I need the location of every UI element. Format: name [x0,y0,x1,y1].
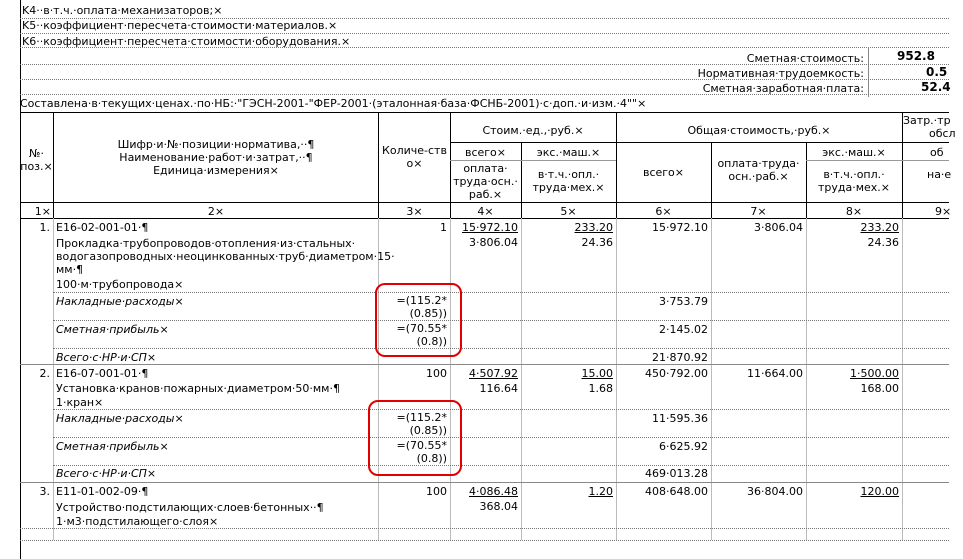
header-mach-wage1 [521,168,616,194]
header-labor [903,114,963,140]
body-col-line [902,218,903,540]
row-desc: Установка·кранов·пожарных·диаметром·50·мм·¶ [56,382,340,395]
row-total-mach: 233.20 [860,221,899,234]
profit-total: 2·145.02 [659,323,708,336]
colnum-7: 7× [750,205,767,218]
overhead-formula: (0.85)) [409,307,447,320]
header-num [20,147,53,173]
divider [53,437,949,438]
row-unit-wage: 116.64 [479,382,518,395]
body-col-line [378,218,379,540]
header-wage2-line: осн.·раб.× [728,170,789,183]
header-labor-line: Затр.·тр [903,114,951,127]
row-total: 450·792.00 [645,367,708,380]
header-mach-wage2-line: труда·мех.× [817,181,891,194]
row-total-mach: 120.00 [860,485,899,498]
divider [20,47,949,48]
header-labor-sub-b: на·е [927,168,952,181]
row-total-mach-wage: 168.00 [860,382,899,395]
row-qty: 100 [426,485,447,498]
header-all2: всего× [642,166,685,179]
header-mach-wage1-line: в·т.ч.·опл.· [537,168,600,181]
row-unit-total: 4·086.48 [469,485,518,498]
overhead-total: 11·595.36 [652,412,708,425]
header-num-line: поз.× [20,160,53,173]
summary-cost-value: 952.8 [897,49,935,63]
overhead-formula: (0.85)) [409,424,447,437]
row-total-wage: 3·806.04 [754,221,803,234]
header-unit-cost: Стоим.·ед.,·руб.× [482,124,584,137]
row-desc: Прокладка·трубопроводов·отопления·из·стальных· [56,237,356,250]
divider [20,79,949,80]
header-bottom-border [20,202,949,203]
divider [53,292,949,293]
profit-label: Сметная·прибыль× [56,440,169,453]
divider [20,64,949,65]
highlight-annotation [368,400,462,476]
divider [53,320,949,321]
header-wage1 [450,162,521,201]
header-mach1: экс.·маш.× [536,146,601,159]
colnum-8: 8× [845,205,863,218]
row-qty: 100 [426,367,447,380]
header-all1: всего× [464,146,507,159]
coef-k4: K4··в·т.ч.·оплата·механизаторов;× [22,4,223,17]
total-value: 469·013.28 [645,467,708,480]
row-code: Е16-07-001-01·¶ [56,367,149,380]
divider [53,409,949,410]
header-wage1-line: труда·осн.· [453,175,518,188]
header-wage1-line: оплата· [463,162,508,175]
row-num: 2. [39,367,50,380]
divider [53,465,949,466]
summary-labor-label: Нормативная·трудоемкость: [697,67,864,80]
row-total-wage: 11·664.00 [747,367,803,380]
divider [53,348,949,349]
row-total: 408·648.00 [645,485,708,498]
header-code-line: Шифр·и·№·позиции·норматива,··¶ [117,138,315,151]
colnum-3: 3× [406,205,423,218]
total-label: Всего·с·НР·и·СП× [56,351,157,364]
header-code-line: Наименование·работ·и·затрат,··¶ [119,151,313,164]
row-unit-mach-wage: 24.36 [581,236,613,249]
sub-line [806,160,902,161]
body-col-line [711,218,712,540]
colnum-6: 6× [655,205,672,218]
row-unit-wage: 368.04 [479,500,518,513]
header-mach-wage2-line: в·т.ч.·опл.· [823,168,885,181]
divider [20,528,949,529]
profit-formula: (0.8)) [416,452,447,465]
row-unit-wage: 3·806.04 [469,236,518,249]
header-mach-wage2 [806,168,902,194]
row-desc: Устройство·подстилающих·слоев·бетонных··¶ [56,501,324,514]
total-label: Всего·с·НР·и·СП× [56,467,157,480]
row-num: 3. [39,485,50,498]
header-code [54,138,378,177]
body-col-line [521,218,522,540]
sub-line [521,160,616,161]
left-border [20,0,21,559]
row-unit: 100·м·трубопровода× [56,278,184,291]
sub-line [902,160,949,161]
profit-formula: (0.8)) [416,335,447,348]
header-qty-line: Количе-ств [382,144,447,157]
colnum-bottom-border [20,218,949,219]
overhead-total: 3·753.79 [659,295,708,308]
summary-divider [868,47,869,97]
divider [20,540,949,541]
row-qty: 1 [440,221,447,234]
row-total-wage: 36·804.00 [747,485,803,498]
row-unit-mach: 233.20 [574,221,613,234]
row-code: Е11-01-002-09·¶ [56,485,149,498]
overhead-formula: =(115.2* [396,411,447,424]
row-unit-mach: 15.00 [581,367,613,380]
row-total: 15·972.10 [652,221,708,234]
header-wage1-line: раб.× [468,188,503,201]
header-labor-sub-a: об [930,146,944,159]
header-wage2-line: оплата·труда· [717,157,800,170]
header-labor-line: обсл [929,127,956,140]
summary-cost-label: Сметная·стоимость: [746,52,864,65]
row-unit-total: 4·507.92 [469,367,518,380]
colnum-1: 1× [34,205,51,218]
header-mach2: экс.·маш.× [822,146,886,159]
divider [20,94,949,95]
overhead-label: Накладные·расходы× [56,295,184,308]
row-desc: водогазопроводных·неоцинкованных·труб·диаметром·15· [56,250,395,263]
overhead-formula: =(115.2* [396,294,447,307]
colnum-2: 2× [207,205,225,218]
coef-k6: K6··коэффициент·пересчета·стоимости·оборудования.× [22,35,351,48]
row-total-mach-wage: 24.36 [867,236,899,249]
header-code-line: Единица·измерения× [153,164,279,177]
coef-k5: K5··коэффициент·пересчета·стоимости·материалов.× [22,19,338,32]
row-unit: 1·м3·подстилающего·слоя× [56,515,219,528]
row-desc: мм·¶ [56,263,84,276]
body-col-line [616,218,617,540]
row-total-mach: 1·500.00 [850,367,899,380]
summary-labor-value: 0.5 [926,65,948,79]
summary-wage-label: Сметная·заработная·плата: [702,82,864,95]
divider [20,33,949,34]
row-num: 1. [39,221,50,234]
row-unit-mach: 1.20 [588,485,613,498]
prices-note: Составлена·в·текущих·ценах.·по·НБ:·"ГЭСН-2001-"ФЕР-2001·(эталонная·база·ФСНБ-2001)·с·доп.·и·изм.·4""× [20,97,647,110]
header-qty-line: о× [406,157,423,170]
sub-line [450,160,521,161]
row-unit-total: 15·972.10 [462,221,518,234]
body-col-line [450,218,451,540]
header-sub-border [450,142,949,143]
row-separator [20,364,949,365]
colnum-4: 4× [477,205,494,218]
row-unit-mach-wage: 1.68 [588,382,613,395]
row-code: Е16-02-001-01·¶ [56,221,149,234]
body-col-line [806,218,807,540]
overhead-label: Накладные·расходы× [56,412,184,425]
header-qty [379,144,450,170]
colnum-9: 9× [935,205,952,218]
profit-formula: =(70.55* [396,322,447,335]
colnum-5: 5× [560,205,577,218]
row-separator [20,482,949,483]
header-total-cost: Общая·стоимость,·руб.× [687,124,831,137]
header-num-line: №· [29,147,44,160]
table-top-border [20,112,949,113]
profit-label: Сметная·прибыль× [56,323,169,336]
header-mach-wage1-line: труда·мех.× [532,181,605,194]
profit-formula: =(70.55* [396,439,447,452]
highlight-annotation [375,283,462,357]
summary-wage-value: 52.4 [921,80,951,94]
profit-total: 6·625.92 [659,440,708,453]
row-unit: 1·кран× [56,396,104,409]
total-value: 21·870.92 [652,351,708,364]
body-col-line [53,218,54,540]
header-wage2 [711,157,806,183]
